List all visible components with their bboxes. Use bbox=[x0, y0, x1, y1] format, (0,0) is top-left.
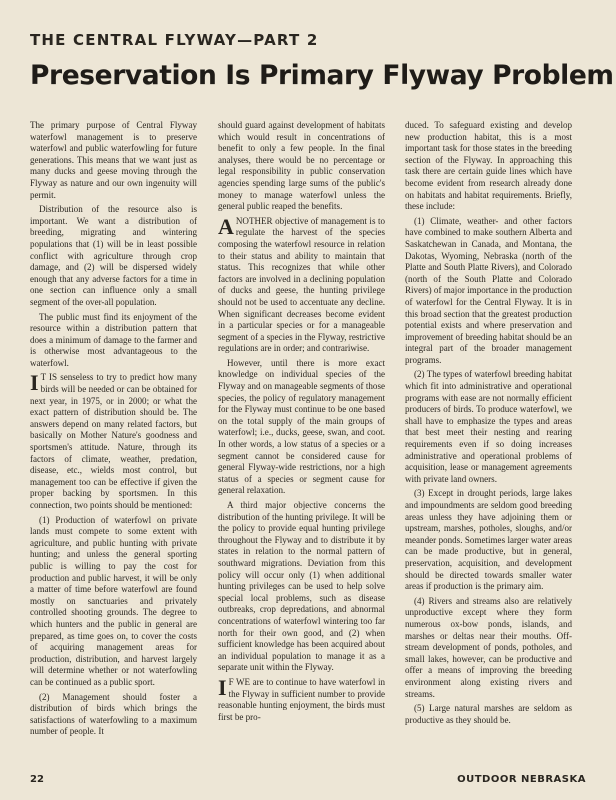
paragraph: duced. To safeguard existing and develop new production habitat, this is a most important task for those states in the breeding section of the Flyway. In approaching this task there are certain guide lines which have become evident from research already done on habitats and habitat requirements. Briefly, these include: bbox=[405, 120, 572, 212]
publication-name: OUTDOOR NEBRASKA bbox=[457, 774, 586, 785]
paragraph-text: NOTHER objective of management is to regulate the harvest of the species composing the waterfowl resource in relation to their status and ability to maintain that status. This recognizes that while other factors are involved in a declining population of ducks and geese, the hunting privilege should not be used to accentuate any decline. When significant decreases become evident in a particular species or for a manageable segment of a species in the Flyway, restrictive regulations are in order; and contrariwise. bbox=[218, 215, 385, 354]
text-column-3 bbox=[405, 120, 572, 760]
section-title: THE CENTRAL FLYWAY—PART 2 bbox=[30, 31, 319, 49]
paragraph-with-dropcap bbox=[30, 372, 197, 511]
paragraph-text: T IS senseless to try to predict how many birds will be needed or can be obtained for next year, in 1975, or in 2000; or what the exact pattern of distribution should be. The answers depend on many related factors, but basically on Mother Nature's goodness and sportsmen's attitude. Nature, through its factors of climate, weather, predation, disease, etc., wields most control, but management too can be effective if given the proper backing by sportsmen. In this connection, two points should be mentioned: bbox=[30, 372, 197, 510]
paragraph: (5) Large natural marshes are seldom as productive as they should be. bbox=[405, 703, 572, 725]
paragraph: The primary purpose of Central Flyway waterfowl management is to preserve waterfowl and public waterfowling for future generations. This means that we want just as many ducks and geese moving through the Flyway as nature and our own ingenuity will permit. bbox=[30, 120, 197, 200]
drop-cap: A bbox=[218, 213, 234, 239]
paragraph: should guard against development of habitats which would result in concentrations of benefit to only a few people. In the final analyses, there would be no percentage or legal responsibility in public conservation agencies spending large sums of the public's money to manage waterfowl unless the general public reaped the benefits. bbox=[218, 120, 385, 212]
paragraph-with-dropcap bbox=[218, 674, 385, 723]
article-headline: Preservation Is Primary Flyway Problem bbox=[30, 60, 614, 91]
paragraph: (4) Rivers and streams also are relatively unproductive except where they form numerous ox-bow ponds, islands, and marshes or deltas near their mouths. Off-stream development of ponds, potholes, and small lakes, however, can be productive and offer a means of improving the breeding environment along existing rivers and streams. bbox=[405, 595, 572, 699]
paragraph: (3) Except in drought periods, large lakes and impoundments are seldom good breeding areas unless they have adjoining them or upstream, marshes, potholes, sloughs, and/or meander ponds. Sometimes larger water areas can be made productive, but in general, preservation, acquisition, and development should be directed towards smaller water areas if production is the primary aim. bbox=[405, 488, 572, 592]
paragraph: (2) The types of waterfowl breeding habitat which fit into administrative and operational programs with ease are not normally efficient producers of birds. To produce waterfowl, we shall have to emphasize the types and areas that best meet their nesting and rearing requirements even if so doing increases administrative and operational problems of acquisition, lease or management agreements with private land owners. bbox=[405, 369, 572, 484]
paragraph: Distribution of the resource also is important. We want a distribution of breeding, migrating and wintering populations that (1) will be in least possible conflict with agriculture through crop damage, and (2) will be dispersed widely enough that any adverse factors for a time in one section can influence only a small segment of the over-all population. bbox=[30, 204, 197, 307]
paragraph: (1) Climate, weather- and other factors have combined to make southern Alberta and Saskatchewan in Canada, and Montana, the Dakotas, Wyoming, Nebraska (north of the Platte and South Platte Rivers), and Colorado (north of the South Platte and Colorado Rivers) of major importance in the production of waterfowl for the Central Flyway. It is in this broad section that the greatest production potential exists and where preservation and improvement of breeding habitat should be an integral part of the broader management programs. bbox=[405, 215, 572, 365]
page-number: 22 bbox=[30, 774, 44, 785]
drop-cap: I bbox=[30, 370, 39, 396]
paragraph-with-dropcap bbox=[218, 213, 385, 355]
paragraph-text: F WE are to continue to have waterfowl in the Flyway in sufficient number to provide reasonable hunting enjoyment, the birds must first be pro- bbox=[218, 676, 385, 722]
paragraph: (2) Management should foster a distribution of birds which brings the satisfactions of waterfowling to a maximum number of people. It bbox=[30, 691, 197, 737]
drop-cap: I bbox=[218, 674, 227, 700]
text-column-2 bbox=[218, 120, 385, 760]
text-column-1 bbox=[30, 120, 197, 760]
paragraph: The public must find its enjoyment of the resource within a distribution pattern that does a minimum of damage to the farmer and is otherwise most advantageous to the waterfowl. bbox=[30, 311, 197, 368]
paragraph: (1) Production of waterfowl on private lands must compete to some extent with agriculture, and public hunting with private hunting; and unless the general sporting public is willing to pay the cost for production and public harvest, it will be only a matter of time before waterfowl are found mostly on sanctuaries and privately controlled shooting grounds. The degree to which hunters and the public in general are prepared, as time goes on, to cover the costs of acquiring management areas for production, distribution, and harvest largely will determine whether or not waterfowling can be continued as a public sport. bbox=[30, 514, 197, 687]
paragraph: A third major objective concerns the distribution of the hunting privilege. It will be the policy to provide equal hunting privilege throughout the Flyway and to distribute it by states in relation to the normal pattern of southward migrations. Deviation from this policy will occur only (1) when additional hunting privileges can be used to help solve special local problems, such as disease outbreaks, crop depredations, and abnormal concentrations of waterfowl wintering too far north for their own good, and (2) when sufficient knowledge has been acquired about an individual population to manage it as a separate unit within the Flyway. bbox=[218, 500, 385, 673]
paragraph: However, until there is more exact knowledge on individual species of the Flyway and on manageable segments of those species, the policy of regulatory management for the Flyway must continue to be one based on the total supply of the main groups of waterfowl; i.e., ducks, geese, swan, and coot. In other words, a low status of a species or a segment cannot be considered cause for general Flyway-wide restrictions, nor a high status of a species or segment cause for general relaxation. bbox=[218, 357, 385, 496]
